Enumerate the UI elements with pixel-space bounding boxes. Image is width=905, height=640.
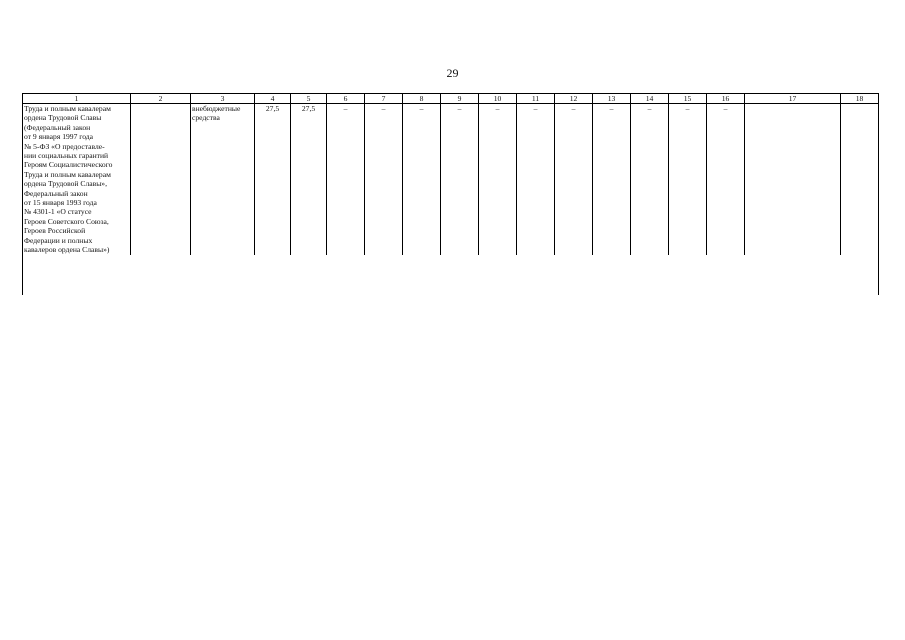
reference [841,104,879,255]
value-cell: – [593,104,631,255]
value-cell: – [327,104,365,255]
text-line: ордена Трудовой Славы [24,113,102,123]
source-line: средства [192,113,220,123]
text-line: № 5-ФЗ «О предоставле- [24,141,105,151]
column-header: 7 [365,94,403,104]
measure-name [23,104,131,255]
column-header: 5 [291,94,327,104]
text-line: Федерации и полных [24,235,93,245]
text-line: № 4301-1 «О статусе [24,207,92,217]
column-header: 4 [255,94,291,104]
column-header: 12 [555,94,593,104]
column-header: 15 [669,94,707,104]
value-cell: – [403,104,441,255]
column-header: 11 [517,94,555,104]
value-cell: – [555,104,593,255]
text-line: от 15 января 1993 года [24,198,97,208]
header-row [23,94,879,104]
text-line: Труда и полным кавалерам [24,104,111,113]
program-table [22,93,879,295]
column-header: 9 [441,94,479,104]
text-line: ордена Трудовой Славы», [24,179,107,189]
value-cell: – [441,104,479,255]
text-line: от 9 января 1997 года [24,132,94,142]
column-header: 16 [707,94,745,104]
value-cell: – [669,104,707,255]
column-header: 10 [479,94,517,104]
column-header: 2 [131,94,191,104]
column-header: 8 [403,94,441,104]
column-header: 6 [327,94,365,104]
value-cell: – [517,104,555,255]
table-row [23,104,879,255]
value-cell: 27,5 [291,104,327,255]
page-number: 29 [446,66,459,80]
column-header: 13 [593,94,631,104]
column-header: 1 [23,94,131,104]
text-line: Героев Советского Союза, [24,216,109,226]
column-header: 18 [841,94,879,104]
source-line: внебюджетные [192,104,241,113]
text-line: нии социальных гарантий [24,151,109,161]
value-cell: – [365,104,403,255]
expected-result [745,104,841,255]
text-line: Героям Социалистического [24,160,113,170]
value-cell: – [707,104,745,255]
text-line: Федеральный закон [24,188,88,198]
value-cell: – [631,104,669,255]
column-header: 3 [191,94,255,104]
text-line: Труда и полным кавалерам [24,169,111,179]
text-line: кавалеров ордена Славы») [24,245,110,255]
text-line: Героев Российской [24,226,86,236]
executor [131,104,191,255]
funding-source [191,104,255,255]
value-cell: – [479,104,517,255]
column-header: 17 [745,94,841,104]
value-cell: 27,5 [255,104,291,255]
text-line: (Федеральный закон [24,122,91,132]
column-header: 14 [631,94,669,104]
